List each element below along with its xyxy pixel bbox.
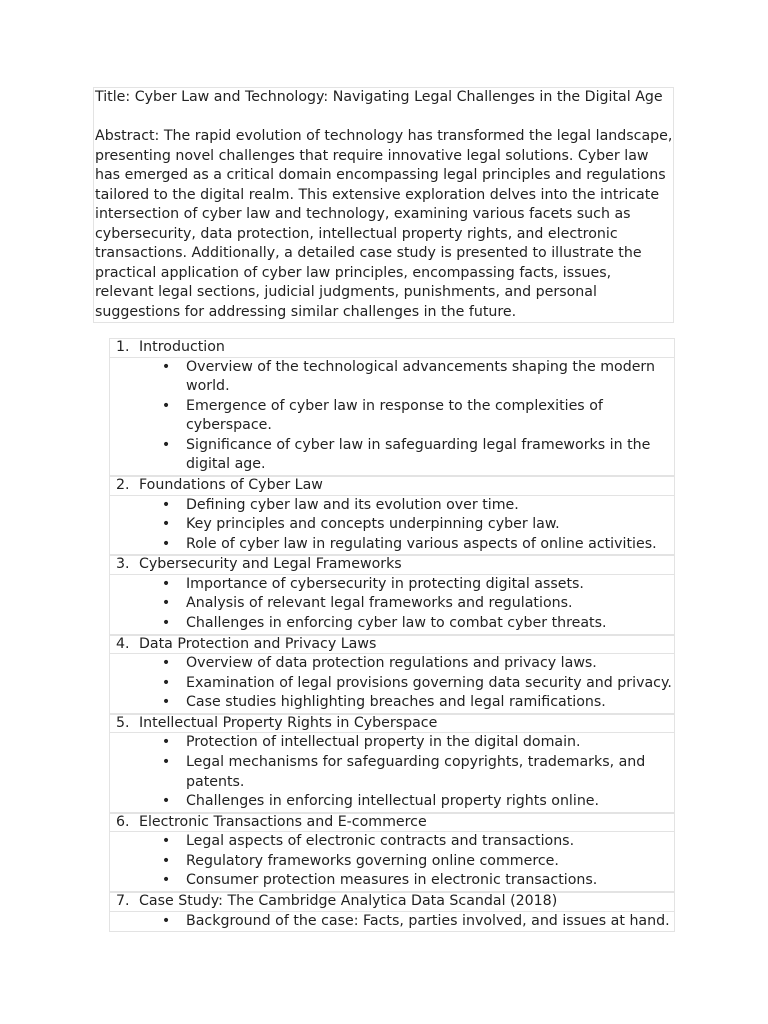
section-heading: Case Study: The Cambridge Analytica Data Scandal (2018): [139, 893, 558, 910]
bullet-text: Background of the case: Facts, parties involved, and issues at hand.: [186, 912, 670, 929]
section-bullet-list: [109, 654, 675, 714]
section-number: 5.: [116, 714, 130, 731]
section-heading: Foundations of Cyber Law: [139, 477, 323, 494]
section-heading-row: [109, 714, 675, 734]
bullet-dot-icon: •: [161, 912, 171, 929]
bullet-dot-icon: •: [161, 852, 171, 869]
bullet-text: Challenges in enforcing intellectual property rights online.: [186, 793, 600, 810]
section-number: 1.: [116, 338, 130, 355]
bullet-text: Analysis of relevant legal frameworks and regulations.: [186, 595, 573, 612]
document-header-block: [93, 87, 674, 323]
section-heading: Introduction: [139, 338, 225, 355]
bullet-dot-icon: •: [161, 595, 171, 612]
section-heading: Cybersecurity and Legal Frameworks: [139, 556, 402, 573]
section-heading-row: [109, 892, 675, 912]
bullet-text: Significance of cyber law in safeguarding legal frameworks in the digital age.: [186, 436, 651, 473]
document-abstract: Abstract: The rapid evolution of technology has transformed the legal landscape, presenting novel challenges that require innovative legal solutions. Cyber law has emerged as a critical domain encompassing legal principles and regulations tailored to the digital realm. This extensive exploration delves into the intricate intersection of cyber law and technology, examining various facets such as cybersecurity, data protection, intellectual property rights, and electronic transactions. Additionally, a detailed case study is presented to illustrate the practical application of cyber law principles, encompassing facts, issues, relevant legal sections, judicial judgments, punishments, and personal suggestions for addressing similar challenges in the future.: [95, 128, 673, 320]
section-bullet-list: [109, 733, 675, 812]
bullet-text: Emergence of cyber law in response to the complexities of cyberspace.: [186, 397, 603, 434]
bullet-item: [110, 792, 674, 812]
bullet-item: [110, 693, 674, 713]
bullet-dot-icon: •: [161, 397, 171, 414]
bullet-item: [110, 852, 674, 872]
bullet-dot-icon: •: [161, 496, 171, 513]
section-number: 6.: [116, 813, 130, 830]
bullet-dot-icon: •: [161, 734, 171, 751]
outline-section: [109, 476, 675, 555]
outline-section: [109, 813, 675, 892]
bullet-item: [110, 753, 674, 792]
section-number: 4.: [116, 635, 130, 652]
bullet-dot-icon: •: [161, 674, 171, 691]
bullet-text: Consumer protection measures in electronic transactions.: [186, 872, 598, 889]
bullet-item: [110, 436, 674, 475]
section-heading-row: [109, 813, 675, 833]
outline-section: [109, 892, 675, 932]
section-bullet-list: [109, 358, 675, 477]
bullet-text: Role of cyber law in regulating various aspects of online activities.: [186, 535, 657, 552]
bullet-dot-icon: •: [161, 516, 171, 533]
bullet-text: Regulatory frameworks governing online commerce.: [186, 852, 559, 869]
bullet-item: [110, 358, 674, 397]
bullet-item: [110, 614, 674, 634]
bullet-dot-icon: •: [161, 754, 171, 770]
bullet-text: Defining cyber law and its evolution over time.: [186, 496, 519, 513]
bullet-item: [110, 594, 674, 614]
bullet-item: [110, 397, 674, 436]
bullet-dot-icon: •: [161, 694, 171, 711]
section-heading: Electronic Transactions and E-commerce: [139, 813, 427, 830]
outline-section: [109, 555, 675, 634]
bullet-dot-icon: •: [161, 655, 171, 672]
section-heading-row: [109, 635, 675, 655]
document-title: Title: Cyber Law and Technology: Navigating Legal Challenges in the Digital Age: [95, 89, 663, 105]
paragraph-gap: [95, 108, 673, 128]
section-heading-row: [109, 338, 675, 358]
section-bullet-list: [109, 496, 675, 556]
bullet-dot-icon: •: [161, 436, 171, 453]
bullet-text: Key principles and concepts underpinning cyber law.: [186, 516, 560, 533]
bullet-dot-icon: •: [161, 872, 171, 889]
bullet-dot-icon: •: [161, 615, 171, 632]
section-number: 3.: [116, 556, 130, 573]
outline-section: [109, 714, 675, 813]
bullet-dot-icon: •: [161, 575, 171, 592]
bullet-item: [110, 535, 674, 555]
bullet-text: Examination of legal provisions governing data security and privacy.: [186, 674, 672, 691]
section-heading: Data Protection and Privacy Laws: [139, 635, 377, 652]
bullet-item: [110, 575, 674, 595]
section-bullet-list: [109, 912, 675, 933]
bullet-text: Challenges in enforcing cyber law to combat cyber threats.: [186, 615, 607, 632]
bullet-text: Legal aspects of electronic contracts and transactions.: [186, 833, 575, 850]
bullet-item: [110, 832, 674, 852]
bullet-item: [110, 674, 674, 694]
section-bullet-list: [109, 832, 675, 892]
section-outline: [109, 338, 675, 932]
bullet-item: [110, 654, 674, 674]
bullet-dot-icon: •: [161, 833, 171, 850]
bullet-text: Protection of intellectual property in the digital domain.: [186, 734, 581, 751]
bullet-item: [110, 912, 674, 932]
section-heading: Intellectual Property Rights in Cyberspace: [139, 714, 438, 731]
section-heading-row: [109, 555, 675, 575]
bullet-text: Case studies highlighting breaches and legal ramifications.: [186, 694, 606, 711]
bullet-item: [110, 515, 674, 535]
bullet-text: Importance of cybersecurity in protecting digital assets.: [186, 575, 584, 592]
bullet-text: Legal mechanisms for safeguarding copyrights, trademarks, and patents.: [186, 754, 646, 790]
bullet-item: [110, 496, 674, 516]
bullet-item: [110, 871, 674, 891]
bullet-text: Overview of data protection regulations and privacy laws.: [186, 655, 597, 672]
bullet-dot-icon: •: [161, 793, 171, 810]
section-heading-row: [109, 476, 675, 496]
section-number: 7.: [116, 893, 130, 910]
bullet-dot-icon: •: [161, 535, 171, 552]
outline-section: [109, 338, 675, 476]
bullet-item: [110, 733, 674, 753]
bullet-dot-icon: •: [161, 358, 171, 375]
outline-section: [109, 635, 675, 714]
bullet-text: Overview of the technological advancements shaping the modern world.: [186, 358, 656, 395]
section-bullet-list: [109, 575, 675, 635]
section-number: 2.: [116, 477, 130, 494]
